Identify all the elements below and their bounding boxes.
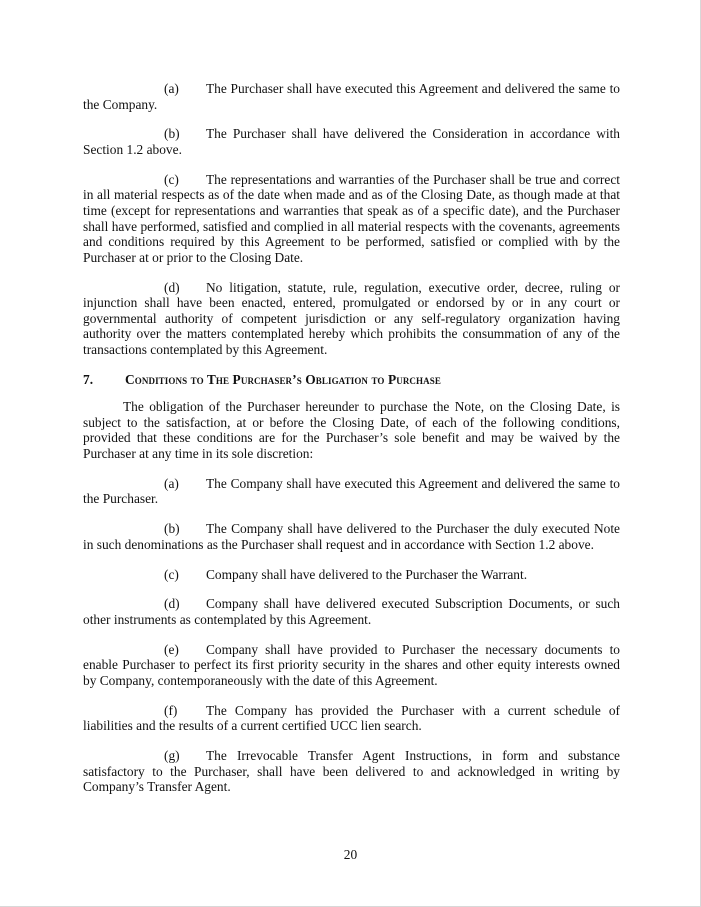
section6-item-d	[83, 280, 620, 358]
item-text: Company shall have provided to Purchaser the necessary documents to enable Purchaser to perfect its first priority security in the shares and other equity interests owned by Company, contemporaneously with the date of this Agreement.	[83, 641, 620, 688]
item-label: (d)	[164, 596, 180, 612]
item-label: (c)	[164, 171, 179, 187]
section7-item-f	[83, 703, 620, 734]
item-text: The Company shall have executed this Agreement and delivered the same to the Purchaser.	[83, 475, 620, 507]
item-text: No litigation, statute, rule, regulation, executive order, decree, ruling or injunction shall have been enacted, entered, promulgated or endorsed by or in any court or governmental authority of competent jurisdiction or any self-regulatory organization having authority over the matters contemplated hereby which prohibits the consummation of any of the transactions contemplated by this Agreement.	[83, 279, 620, 357]
section7-item-d	[83, 596, 620, 627]
item-label: (a)	[164, 81, 179, 96]
page-number: 20	[343, 847, 358, 862]
item-label: (d)	[164, 279, 180, 295]
item-label: (c)	[164, 566, 179, 582]
item-text: Company shall have delivered executed Subscription Documents, or such other instruments as contemplated by this Agreement.	[83, 596, 620, 627]
section6-item-a	[83, 81, 620, 112]
section6-item-c	[83, 172, 620, 266]
section6-item-b	[83, 126, 620, 157]
item-label: (e)	[164, 641, 179, 657]
section7-item-c	[83, 567, 620, 583]
section7-item-e	[83, 642, 620, 689]
document-body	[83, 81, 620, 809]
item-label: (g)	[164, 748, 180, 764]
item-text: Company shall have delivered to the Purchaser the Warrant.	[206, 566, 528, 582]
section7-intro: The obligation of the Purchaser hereunder to purchase the Note, on the Closing Date, is subject to the satisfaction, at or before the Closing Date, of each of the following conditions, provided that these conditions are for the Purchaser’s sole benefit and may be waived by the Purchaser at any time in its sole discretion:	[83, 399, 620, 462]
section7-item-b	[83, 521, 620, 552]
section-title: Conditions to The Purchaser’s Obligation to Purchase	[125, 371, 441, 387]
item-text: The representations and warranties of the Purchaser shall be true and correct in all material respects as of the date when made and as of the Closing Date, as though made at that time (except for representations and warranties that speak as of a specific date), and the Purchaser shall have performed, satisfied and complied in all material respects with the covenants, agreements and conditions required by this Agreement to be performed, satisfied or complied with by the Purchaser at or prior to the Closing Date.	[83, 171, 620, 265]
section7-item-a	[83, 476, 620, 507]
item-label: (b)	[164, 126, 180, 142]
item-text: The Company has provided the Purchaser with a current schedule of liabilities and the results of a current certified UCC lien search.	[83, 702, 620, 734]
section7-item-g	[83, 748, 620, 795]
item-text: The Company shall have delivered to the Purchaser the duly executed Note in such denominations as the Purchaser shall request and in accordance with Section 1.2 above.	[83, 521, 620, 552]
item-label: (f)	[164, 702, 178, 718]
item-label: (a)	[164, 475, 179, 491]
item-text: The Purchaser shall have executed this Agreement and delivered the same to the Company.	[83, 81, 620, 112]
item-text: The Purchaser shall have delivered the Consideration in accordance with Section 1.2 above.	[83, 126, 620, 157]
item-text: The Irrevocable Transfer Agent Instructions, in form and substance satisfactory to the Purchaser, shall have been delivered to and acknowledged in writing by Company’s Transfer Agent.	[83, 748, 620, 795]
section-number: 7.	[83, 371, 94, 387]
item-label: (b)	[164, 521, 180, 537]
section7-heading	[83, 372, 620, 388]
